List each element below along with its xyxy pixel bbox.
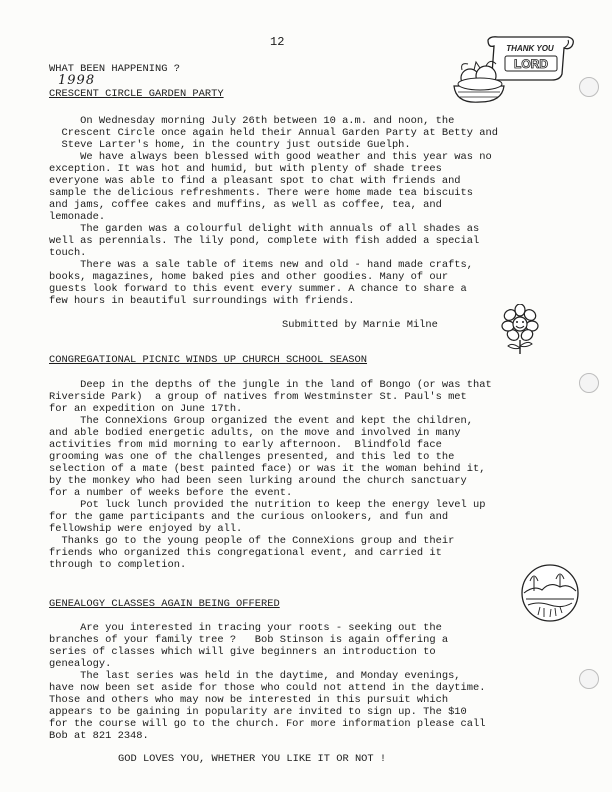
article-line: books, magazines, home baked pies and other goodies. Many of our: [49, 271, 449, 283]
article-line: everyone was able to find a pleasant spot to chat with friends and: [49, 175, 461, 187]
article-line: appears to be gaining in popularity are invited to sign up. The $10: [49, 706, 467, 718]
logo-line2: LORD: [514, 57, 548, 71]
binder-hole-middle: [579, 373, 599, 393]
article-line: Are you interested in tracing your roots - seeking out the: [49, 622, 442, 634]
article-line: few hours in beautiful surroundings with friends.: [49, 295, 355, 307]
article-line: friends who organized this congregational event, and carried it: [49, 547, 442, 559]
article-title-genealogy: GENEALOGY CLASSES AGAIN BEING OFFERED: [49, 598, 280, 610]
article-line: grooming was one of the challenges presented, and this led to the: [49, 451, 455, 463]
flower-illustration: [496, 304, 544, 356]
article-line: sample the delicious refreshments. There were home made tea biscuits: [49, 187, 474, 199]
article-line: selection of a mate (best painted face) or was it the woman behind it,: [49, 463, 486, 475]
article-line: touch.: [49, 247, 87, 259]
article-line: guests look forward to this event every summer. A chance to share a: [49, 283, 467, 295]
article-line: Steve Larter's home, in the country just outside Guelph.: [49, 139, 411, 151]
closing-line: GOD LOVES YOU, WHETHER YOU LIKE IT OR NOT !: [118, 753, 387, 765]
article-line: The garden was a colourful delight with annuals of all shades as: [49, 223, 480, 235]
section-title: WHAT BEEN HAPPENING ?: [49, 63, 180, 75]
article-line: genealogy.: [49, 658, 112, 670]
thank-you-lord-logo: [450, 34, 578, 106]
article-title-garden-party: CRESCENT CIRCLE GARDEN PARTY: [49, 88, 224, 100]
article-line: by the monkey who had been seen lurking around the church sanctuary: [49, 475, 467, 487]
article-line: Bob at 821 2348.: [49, 730, 149, 742]
article-line: have now been set aside for those who could not attend in the daytime.: [49, 682, 486, 694]
article-line: Crescent Circle once again held their Annual Garden Party at Betty and: [49, 127, 498, 139]
article-line: well as perennials. The lily pond, complete with fish added a special: [49, 235, 480, 247]
article-line: Thanks go to the young people of the ConneXions group and their: [49, 535, 455, 547]
article-line: We have always been blessed with good weather and this year was no: [49, 151, 492, 163]
article-line: for a number of weeks before the event.: [49, 487, 293, 499]
article-line: lemonade.: [49, 211, 106, 223]
article-line: activities from mid morning to early afternoon. Blindfold face: [49, 439, 442, 451]
article-line: On Wednesday morning July 26th between 10 a.m. and noon, the: [49, 115, 455, 127]
article-body-garden-party: [49, 115, 569, 315]
article-title-picnic: CONGREGATIONAL PICNIC WINDS UP CHURCH SCHOOL SEASON: [49, 354, 368, 366]
article-line: There was a sale table of items new and old - hand made crafts,: [49, 259, 474, 271]
article-line: Those and others who may now be interested in this pursuit which: [49, 694, 449, 706]
article-line: Pot luck lunch provided the nutrition to keep the energy level up: [49, 499, 486, 511]
article-line: Riverside Park) a group of natives from Westminster St. Paul's met: [49, 391, 467, 403]
page-number: 12: [270, 35, 285, 49]
article-line: for an expedition on June 17th.: [49, 403, 243, 415]
article-line: exception. It was hot and humid, but with plenty of shade trees: [49, 163, 442, 175]
binder-hole-top: [579, 77, 599, 97]
article-line: Deep in the depths of the jungle in the land of Bongo (or was that: [49, 379, 492, 391]
landscape-illustration: [520, 563, 580, 623]
article-line: The ConneXions Group organized the event and kept the children,: [49, 415, 474, 427]
article-line: for the game participants and the curious onlookers, and fun and: [49, 511, 449, 523]
logo-line1: THANK YOU: [506, 44, 554, 53]
article-body-genealogy: [49, 622, 569, 747]
article-line: branches of your family tree ? Bob Stinson is again offering a: [49, 634, 449, 646]
binder-hole-bottom: [579, 669, 599, 689]
article-line: The last series was held in the daytime, and Monday evenings,: [49, 670, 461, 682]
article-signature: Submitted by Marnie Milne: [282, 319, 438, 331]
article-line: for the course will go to the church. For more information please call: [49, 718, 486, 730]
article-line: and jams, coffee cakes and muffins, as well as coffee, tea, and: [49, 199, 442, 211]
handwritten-year: 1998: [58, 73, 96, 88]
article-line: and able bodied energetic adults, on the move and involved in many: [49, 427, 461, 439]
article-line: through to completion.: [49, 559, 187, 571]
article-line: series of classes which will give beginners an introduction to: [49, 646, 436, 658]
article-body-picnic: [49, 379, 569, 579]
article-line: fellowship were enjoyed by all.: [49, 523, 243, 535]
